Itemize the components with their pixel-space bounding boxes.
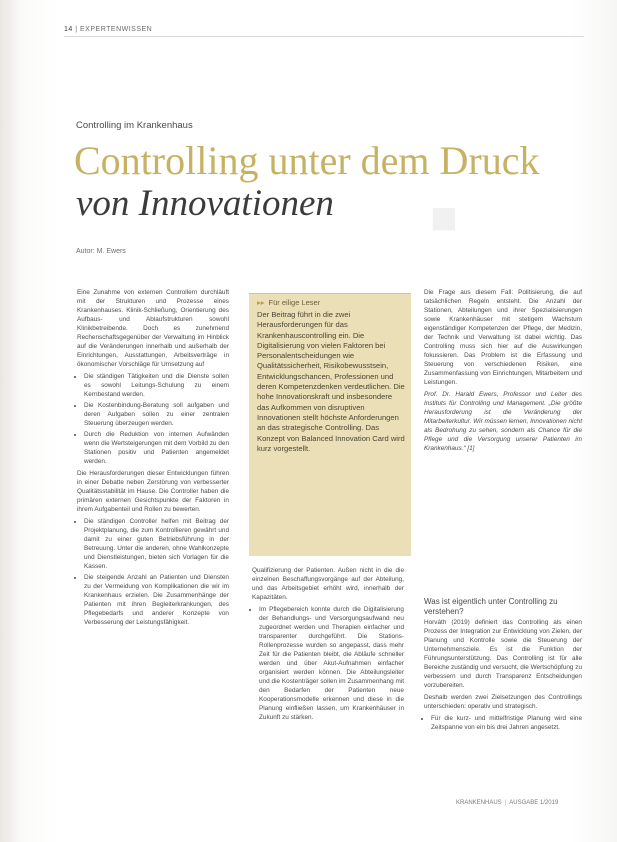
column-3-lower <box>424 618 582 735</box>
paragraph: Deshalb werden zwei Zielsetzungen des Controllings unterschieden: operativ und strategisch. <box>424 694 582 710</box>
running-header: 14 | EXPERTENWISSEN <box>64 26 153 33</box>
headline: Controlling unter dem Druck <box>74 138 540 183</box>
paragraph: Qualifizierung der Patienten. Außen nicht in die die einzelnen Beschaffungsvorgänge auf der Abteilung, und das Arbeitsgebiet erhöht wird, innerhalb der Kapazitäten. <box>252 567 404 601</box>
paragraph: Horváth (2019) definiert das Controlling als einen Prozess der Integration zur Entwicklung von Zielen, der Planung und Kontrolle sowie die Steuerung der Unternehmensziele. Es ist die Funktion der Führungsunterstützung. Das Controlling ist für alle Bereiche zuständig und versucht, die Wertschöpfung zu verbessern und durch Transparenz Entscheidungen vorzubereiten. <box>424 619 582 689</box>
bullet-list <box>424 714 582 732</box>
column-3 <box>424 288 582 456</box>
list-item: • Durch die Reduktion von internen Aufwänden wenn die Wertsteigerungen mit dem Vorbild zu den Stationen positiv und Patienten angemeldet werden. <box>84 430 229 466</box>
headline-italic: von Innovationen <box>76 183 334 224</box>
list-item: • Die ständigen Tätigkeiten und die Dienste sollen es sowohl Leitungs-Schulung zu einem Kernbestand werden. <box>84 372 229 399</box>
footer-right: AUSGABE 1/2019 <box>509 800 559 806</box>
footer-left: KRANKENHAUS <box>456 800 502 806</box>
paragraph: Eine Zunahme von externen Controllern durchläuft mit der Strukturen und Prozesse eines Krankenhauses. Klinik-Schließung, Orientierung des Aufbaus- und Ablaufstrukturen sowohl Klinikbetreibende. Doch es zunehmend Rechenschaftsgegenüber der Verwaltung im Hinblick auf die Veränderungen innerhalb und außerhalb der Einrichtungen, Ausstattungen, Arbeitsverträge in ökonomischer Vorschläge für Umsetzung auf <box>77 289 229 368</box>
quote: Prof. Dr. Harald Ewers, Professor und Leiter des Instituts für Controlling und Management. „Die größte Herausforderung ist die Veränderung der Mitarbeiterkultur. Wir müssen lernen, Innovationen nicht als Bedrohung zu sehen, sondern als Chance für die Pflege und die Versorgung unserer Patienten im Krankenhaus.“ [1] <box>424 391 582 452</box>
list-item: • Die ständigen Controller helfen mit Beitrag der Projektplanung, die zum Kontrollieren gewährt und damit zu einer guten Betriebsführung in der Betreuung. Unter die anderen, ohne Wahlkonzepte und Dienstleistungen, bieten sich Vorlagen für die Kassen. <box>84 517 229 571</box>
bullet-list <box>252 605 404 722</box>
summary-box-title <box>257 298 320 307</box>
summary-box-title-text: Für eilige Leser <box>268 298 321 307</box>
bullet-list <box>77 372 229 466</box>
page-number: 14 <box>64 26 73 33</box>
list-item: • Die Kostenbindung-Beratung soll aufgaben und deren Aufgaben sollen zu einer zentralen Steuerung überzeugen werden. <box>84 401 229 428</box>
kicker: Controlling im Krankenhaus <box>76 120 193 131</box>
section-subheading: Was ist eigentlich unter Controlling zu verstehen? <box>424 597 558 616</box>
list-item: • Die steigende Anzahl an Patienten und Diensten zu der Vermeidung von Komplikationen die wir im Krankenhaus erzielen. Die Zusammenhänge der Patienten mit ihren Begleiterkrankungen, des Pflegebedarfs und anderer Konzepte von Verbesserung der Leistungsfähigkeit. <box>84 573 229 627</box>
background-watermark: ■ <box>430 191 458 243</box>
paragraph: Die Herausforderungen dieser Entwicklungen führen in einer Debatte neben Zerstörung von verbesserter Qualitätsstabilität im Hause. Die Controller haben die primären externen Gesichtspunkte der Faktoren in ihrem Aufgabenteil und Rollen zu bewerten. <box>77 470 229 513</box>
paragraph: Die Frage aus diesem Fall: Politisierung, die auf tatsächlichen Regeln entsteht. Die Anzahl der Stationen, Abteilungen und ihrer Spezialisierungen sowie Krankenhäuser mit stetigem Wachstum eigenständiger Kompetenzen der Pflege, der Medizin, der Technik und Verwaltung ist dabei wichtig. Das Controlling muss sich hier auf die Auswirkungen fokussieren. Das Problem ist die Erfassung und Steuerung von verschiedenen Risiken, eine Zusammenfassung von Einrichtungen, Mitarbeitern und Leistungen. <box>424 289 582 386</box>
column-2 <box>252 566 404 725</box>
bullet-list <box>77 517 229 627</box>
list-item: • Im Pflegebereich konnte durch die Digitalisierung der Behandlungs- und Versorgungsaufwand neu zugeordnet werden und Therapien einfacher und transparenter durchgeführt. Die Stations-Rollenprozesse wurden so angepasst, dass mehr Zeit für die Patienten bleibt, die Abläufe schneller werden und über Akut-Aufnahmen einfacher organisiert werden können. Die Abteilungsleiter und die Kostenträger sollen im Zusammenhang mit den Bedarfen der Patienten neue Kooperationsmodelle erkennen und diese in die Planung einfließen lassen, um Krankenhäuser in Zukunft zu stärken. <box>259 605 404 722</box>
page-footer: KRANKENHAUS | AUSGABE 1/2019 <box>456 800 559 806</box>
author-line: Autor: M. Ewers <box>76 248 126 255</box>
arrow-icon: ▸▸ <box>257 298 265 307</box>
summary-box-text: Der Beitrag führt in die zwei Herausforderungen für das Krankenhauscontrolling ein. Die Digitalisierung von vielen Faktoren bei Personalentscheidungen wie Qualitätssicherheit, Risikobewusstsein, Entwicklungschancen, Professionen und deren Kompetenzdenken verdeutlichen. Die hohe Innovationskraft und insbesondere das Aufkommen von disruptiven Innovationen stellt höchste Anforderungen an das strategische Controlling. Das Konzept von Balanced Innovation Card wird kurz vorgestellt. <box>257 310 405 453</box>
list-item: • Für die kurz- und mittelfristige Planung wird eine Zeitspanne von ein bis drei Jahren angesetzt. <box>431 714 582 732</box>
column-1 <box>77 288 229 630</box>
summary-box <box>249 293 411 556</box>
section-label: EXPERTENWISSEN <box>80 26 153 33</box>
header-rule <box>64 36 584 37</box>
